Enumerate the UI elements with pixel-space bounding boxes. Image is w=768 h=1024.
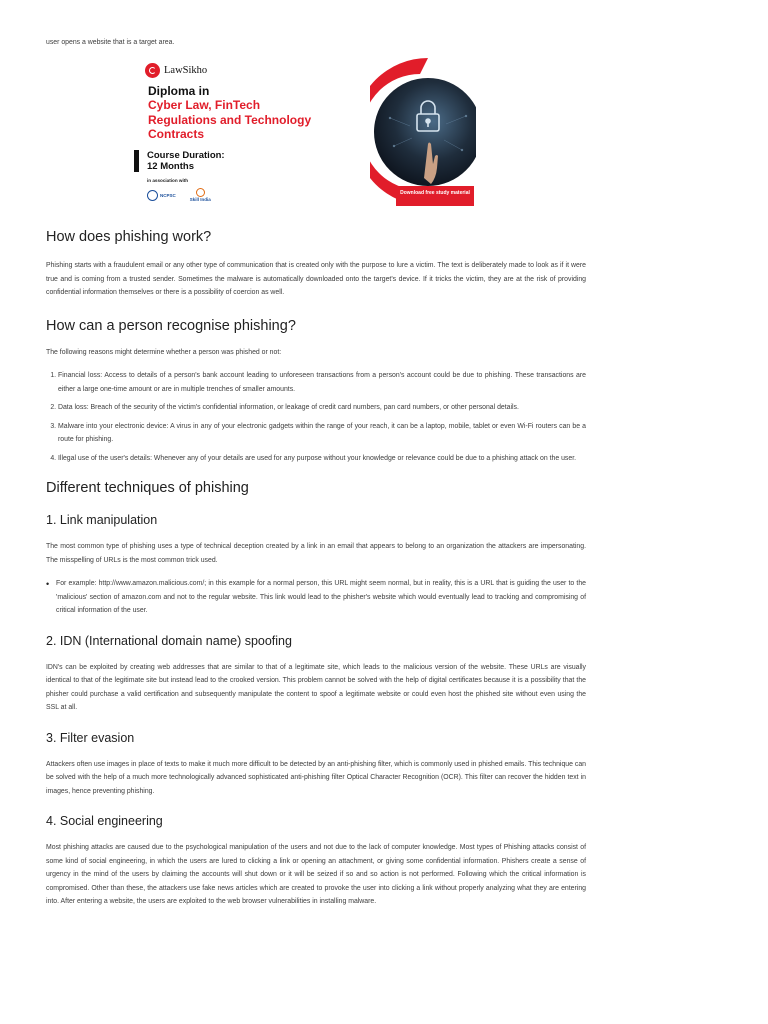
banner-title-line: Regulations and Technology <box>148 112 312 127</box>
social-engineering-paragraph: Most phishing attacks are caused due to the psychological manipulation of the users and not due to the lack of computer knowledge. Most types of Phishing attacks consist of some kind of social engineering, in which the users are lured to clicking a link or opening an attachment, or giving some confidential information. Phishers create a sense of urgency in the mind of the users by claiming the accounts will shut down or it will be seized if so and so action is not performed. Following which the critical information is compromised. Other than these, the attackers use fake news articles which are created to provoke the user into clicking a link without properly analyzing what they are entering into. After entering a website, the users are exploited to the web browser vulnerabilities in installing malware. <box>46 844 586 905</box>
banner-title-line: Contracts <box>148 127 205 141</box>
association-label: in association with <box>147 178 189 183</box>
banner-duration <box>134 150 225 172</box>
section-heading-social-engineering: 4. Social engineering <box>46 814 163 828</box>
lawsikho-logo-icon <box>145 63 160 78</box>
article-body <box>46 228 586 909</box>
section-heading-how-works: How does phishing work? <box>46 229 212 245</box>
partner-ncpsc <box>147 190 176 201</box>
section-heading-link-manipulation: 1. Link manipulation <box>46 513 158 527</box>
partner-name: NCPSC <box>160 192 176 198</box>
intro-text: user opens a website that is a target area. <box>46 39 175 46</box>
section-heading-filter-evasion: 3. Filter evasion <box>46 730 135 745</box>
section-heading-recognise: How can a person recognise phishing? <box>46 317 296 334</box>
list-item: 2. Data loss: Breach of the security of the victim's confidential information, or leakage of credit card numbers, pan card numbers, or other personal details. <box>58 401 586 415</box>
brand-logo <box>145 63 207 78</box>
recognise-intro: The following reasons might determine whether a person was phished or not: <box>46 348 282 356</box>
how-works-paragraph: Phishing starts with a fraudulent email or any other type of communication that is created only with the purpose to lure a victim. The text is deliberately made to look as if it were true and is coming from a trusted sender. Sometimes the malware is automatically downloaded onto the target's device. If it tricks the victim, they are at the risk of providing confidential information themselves or there is a possibility of coercion as well. <box>46 262 586 296</box>
brand-name: LawSikho <box>164 65 208 76</box>
link-manipulation-paragraph: The most common type of phishing uses a type of technical deception created by a link in an email that appears to belong to an organization the attackers are impersonating. The misspelling of URLs is the most common trick used. <box>46 543 586 564</box>
ncpsc-logo-icon <box>147 190 158 201</box>
partner-logos <box>147 188 211 202</box>
course-banner-ad[interactable] <box>137 58 476 206</box>
recognise-list <box>46 369 586 465</box>
link-manipulation-list <box>46 577 586 618</box>
idn-paragraph: IDN's can be exploited by creating web addresses that are similar to that of a legitimate site, which leads to the malicious version of the website. These URLs are visually identical to that of the legitimate site but instead lead to the crooked version. This problem cannot be solved with the help of digital certificates because it is a possibility that the phisher could purchase a valid certification and subsequently manipulate the content to spoof a legitimate website or could even host the phished site without even using the SSL at all. <box>46 663 586 711</box>
list-item: 1. Financial loss: Access to details of a person's bank account leading to unforeseen transactions from a person's account could be due to phishing. These transactions are either a large one-time amount or are in multiple trenches of smaller amounts. <box>58 369 586 396</box>
section-heading-techniques: Different techniques of phishing <box>46 480 249 496</box>
download-study-material-button[interactable]: Download free study material <box>396 186 474 206</box>
duration-label: Course Duration: <box>147 150 225 161</box>
list-item: 3. Malware into your electronic device: A virus in any of your electronic gadgets within the range of your reach, it can be a laptop, mobile, tablet or even Wi-Fi routers can be a route for phishing. <box>58 420 586 447</box>
duration-value: 12 Months <box>147 161 194 172</box>
section-heading-idn-spoofing: 2. IDN (International domain name) spoofing <box>46 633 292 648</box>
banner-diploma-label: Diploma in <box>148 84 210 98</box>
skill-india-logo-icon <box>196 188 205 197</box>
partner-name: Skill India <box>189 197 211 202</box>
list-item: 4. Illegal use of the user's details: Whenever any of your details are used for any purpose without your knowledge or relevance could be due to a phishing attack on the user. <box>58 452 586 466</box>
list-item: • For example: http://www.amazon.malicious.com/; in this example for a normal person, this URL might seem normal, but in reality, this is a URL that is guiding the user to the 'malicious' section of amazon.com and not to the regular website. This link would lead to the phisher's website which would eventually lead to tracking and compromising of critical information of the user. <box>56 577 586 618</box>
cyber-security-illustration <box>370 58 476 206</box>
banner-course-title <box>148 98 348 142</box>
filter-evasion-paragraph: Attackers often use images in place of texts to make it much more difficult to be detected by an anti-phishing filter, which is commonly used in phished emails. This technique can be solved with the help of a much more technologically advanced sophisticated anti-phishing filter Optical Character Recognition (OCR). This filter can recover the hidden text in images, hence preventing phishing. <box>46 760 586 795</box>
banner-title-line: Cyber Law, FinTech <box>148 98 261 112</box>
partner-skill-india <box>190 188 211 202</box>
